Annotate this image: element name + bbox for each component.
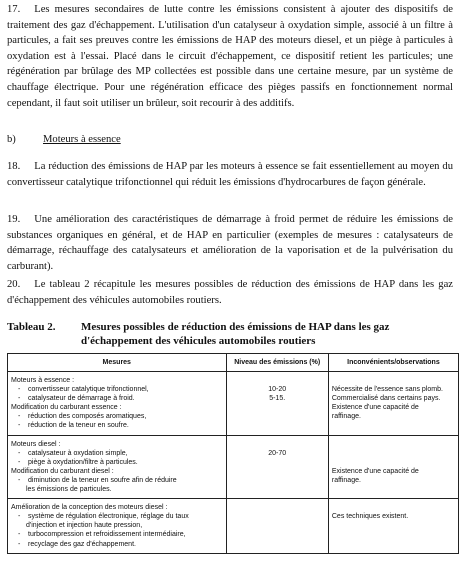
observation: Commercialisé dans certains pays. (331, 395, 441, 403)
section-heading-b (7, 132, 453, 148)
list-item-continuation: d'injection et injection haute pression, (26, 522, 143, 530)
paragraph-number: 20. (7, 279, 21, 290)
list-item: - catalysateur à oxydation simple, (18, 449, 128, 457)
table-title-lead: Tableau 2. (7, 321, 56, 333)
paragraph-text: Le tableau 2 récapitule les mesures possibles de réduction des émissions de HAP dans les gaz d'échappement des véhicules automobiles routiers. (7, 279, 453, 306)
table-row-diesel (8, 435, 459, 499)
row-label: Modification du carburant essence : (11, 404, 122, 412)
observation: Existence d'une capacité de (331, 404, 419, 412)
paragraph-number: 18. (7, 161, 21, 172)
observation: raffinage. (331, 413, 361, 421)
paragraph-number: 17. (7, 4, 21, 15)
table-title-line1: Mesures possibles de réduction des émissions de HAP dans les gaz (81, 321, 390, 333)
paragraph-19 (7, 212, 453, 274)
observation: Nécessite de l'essence sans plomb. (331, 386, 443, 394)
table-header-row (8, 354, 459, 372)
cell-mesures-diesel (8, 435, 227, 499)
list-item: - diminution de la teneur en soufre afin de réduire (18, 476, 177, 484)
list-item: - catalysateur de démarrage à froid. (18, 395, 135, 403)
paragraph-20 (7, 277, 453, 308)
list-item: - réduction de la teneur en soufre. (18, 422, 129, 430)
list-item-continuation: les émissions de particules. (26, 486, 112, 494)
emission-level: 20-70 (268, 449, 287, 457)
cell-mesures-conception (8, 499, 227, 553)
list-item: - système de régulation électronique, réglage du taux (18, 513, 189, 521)
observation: Existence d'une capacité de (331, 467, 419, 475)
table-row-conception (8, 499, 459, 553)
row-label: Moteurs diesel : (11, 440, 61, 448)
row-label: Modification du carburant diesel : (11, 467, 114, 475)
cell-observations-diesel (328, 435, 458, 499)
table-title (7, 320, 457, 348)
section-letter: b) (7, 134, 16, 145)
cell-niveau-conception (226, 499, 328, 553)
paragraph-text: Les mesures secondaires de lutte contre les émissions consistent à ajouter des dispositifs de traitement des gaz d'échappement. L'utilisation d'un catalyseur à oxydation simple, associé à un filtre à particules, a fait ses preuves contre les émissions de HAP des moteurs diesel, et un piège à particules à oxydation est à l'essai. Placé dans le circuit d'échappement, ce dispositif retient les particules; une régénération par brûlage des MP collectées est possible dans une certaine mesure, par un système de chauffage électrique. Pour une régénération efficace des pièges passifs en fonctionnement normal cependant, il faut soit utiliser un brûleur, soit recourir à des additifs. (7, 4, 453, 109)
list-item: - turbocompression et refroidissement intermédiaire, (18, 531, 186, 539)
observation: Ces techniques existent. (331, 513, 409, 521)
observation: raffinage. (331, 476, 361, 484)
paragraph-text: Une amélioration des caractéristiques de démarrage à froid permet de réduire les émissions de substances organiques en général, et de HAP en particulier (exemples de mesures : catalysateurs de démarrage, réchauffage des catalysateurs et amélioration de la vaporisation et de la pulvérisation du carburant). (7, 214, 453, 272)
row-label: Moteurs à essence : (11, 377, 75, 384)
emission-level: 5-15. (269, 395, 286, 403)
row-label: Amélioration de la conception des moteurs diesel : (11, 504, 168, 512)
emission-level: 10-20 (268, 386, 287, 394)
cell-niveau-essence (226, 372, 328, 436)
list-item: - convertisseur catalytique trifonctionnel, (18, 386, 149, 394)
cell-mesures-essence (8, 372, 227, 436)
paragraph-number: 19. (7, 214, 21, 225)
table-row-essence (8, 372, 459, 436)
list-item: - piège à oxydation/filtre à particules. (18, 458, 138, 466)
cell-observations-essence (328, 372, 458, 436)
header-niveau: Niveau des émissions (%) (226, 354, 328, 372)
paragraph-text: La réduction des émissions de HAP par les moteurs à essence se fait essentiellement au moyen du convertisseur catalytique trifonctionnel qui réduit les émissions d'hydrocarbures de façon générale. (7, 161, 453, 188)
cell-niveau-diesel (226, 435, 328, 499)
paragraph-18 (7, 159, 453, 190)
paragraph-17 (7, 2, 453, 111)
cell-observations-conception (328, 499, 458, 553)
table-title-line2: d'échappement des véhicules automobiles routiers (81, 335, 316, 347)
list-item: - réduction des composés aromatiques, (18, 413, 147, 421)
measures-table (7, 353, 459, 554)
list-item: - recyclage des gaz d'échappement. (18, 540, 136, 548)
header-mesures: Mesures (8, 354, 227, 372)
section-title: Moteurs à essence (43, 134, 121, 145)
header-observations: Inconvénients/observations (328, 354, 458, 372)
